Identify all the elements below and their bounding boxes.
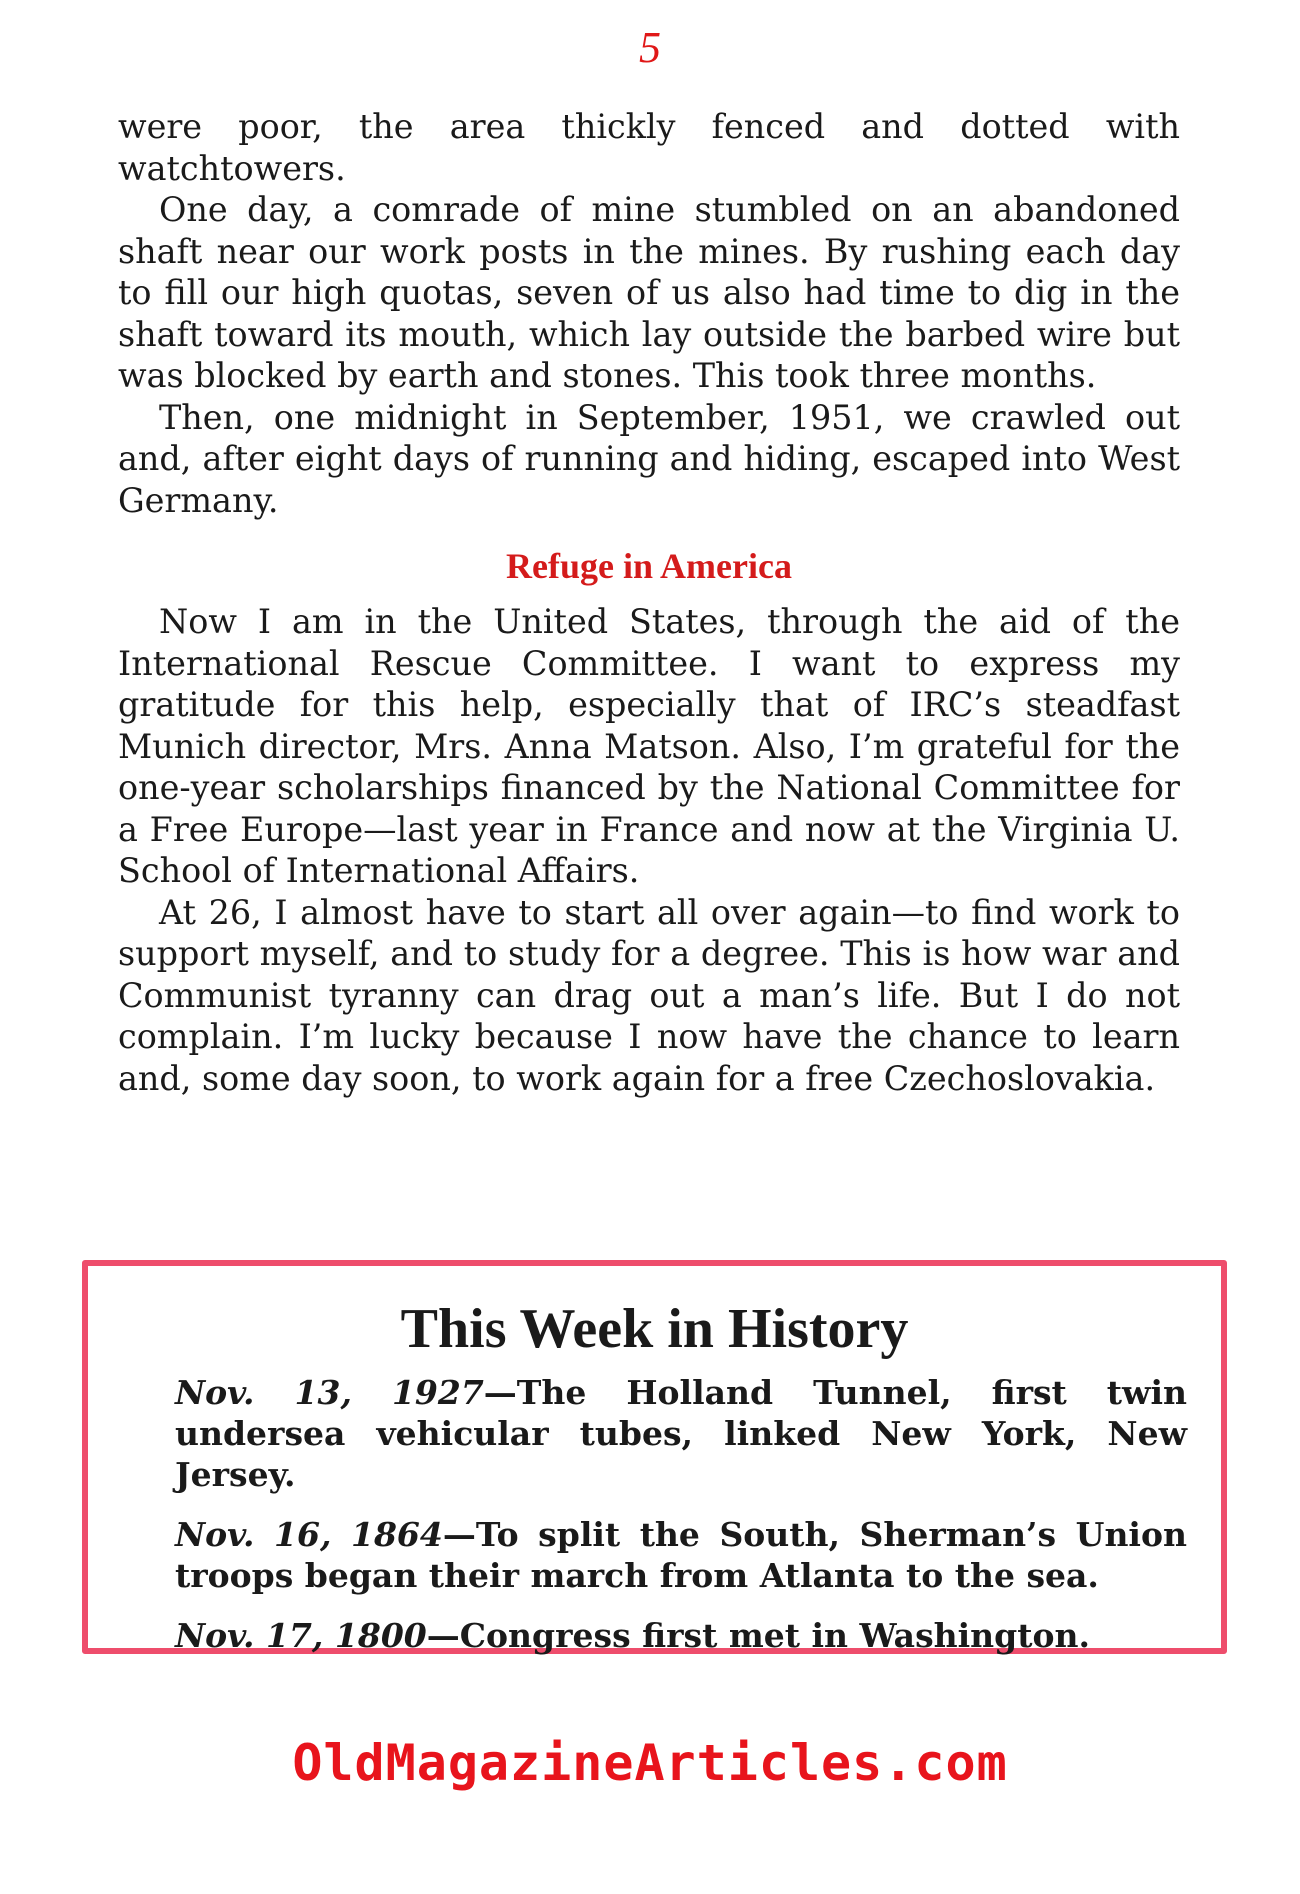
history-entry (175, 1372, 1187, 1495)
history-entry-date: Nov. 17, 1800 (175, 1616, 427, 1655)
history-entry (175, 1514, 1187, 1596)
history-entry-date: Nov. 13, 1927 (175, 1373, 484, 1412)
history-entry-text: —Congress first met in Washington. (426, 1616, 1090, 1655)
history-entry-text: —The Holland Tunnel, first twin undersea vehicular tubes, linked New York, New Jersey. (175, 1373, 1187, 1494)
article-paragraph: At 26, I almost have to start all over again—to find work to support myself, and to study for a degree. This is how war and Communist tyranny can drag out a man’s life. But I do not complain. I’m lucky because I now have the chance to learn and, some day soon, to work again for a free Czechoslovakia. (118, 892, 1180, 1098)
section-heading: Refuge in America (506, 546, 792, 586)
history-entry-text: —To split the South, Sherman’s Union troops began their march from Atlanta to the sea. (175, 1515, 1187, 1595)
article-paragraph: were poor, the area thickly fenced and dotted with watchtowers. (118, 107, 1180, 188)
page-number: 5 (639, 23, 661, 72)
article-paragraph: Now I am in the United States, through the aid of the International Rescue Committee. I want to express my gratitude for this help, especially that of IRC’s steadfast Munich director, Mrs. Anna Matson. Also, I’m grateful for the one-year scholarships financed by the National Committee for a Free Europe—last year in France and now at the Virginia U. School of International Affairs. (118, 602, 1180, 890)
article-paragraph: One day, a comrade of mine stumbled on an abandoned shaft near our work posts in the mines. By rushing each day to fill our high quotas, seven of us also had time to dig in the shaft toward its mouth, which lay outside the barbed wire but was blocked by earth and stones. This took three months. (118, 190, 1180, 395)
this-week-in-history-box (82, 1260, 1227, 1654)
article-body (118, 106, 1180, 1099)
history-entries (175, 1372, 1187, 1675)
site-watermark: OldMagazineArticles.com (292, 1734, 1008, 1792)
history-box-title: This Week in History (400, 1298, 909, 1360)
history-entry-date: Nov. 16, 1864 (175, 1515, 443, 1554)
article-paragraph: Then, one midnight in September, 1951, we crawled out and, after eight days of running and hiding, escaped into West Germany. (118, 397, 1180, 520)
history-entry (175, 1615, 1187, 1656)
